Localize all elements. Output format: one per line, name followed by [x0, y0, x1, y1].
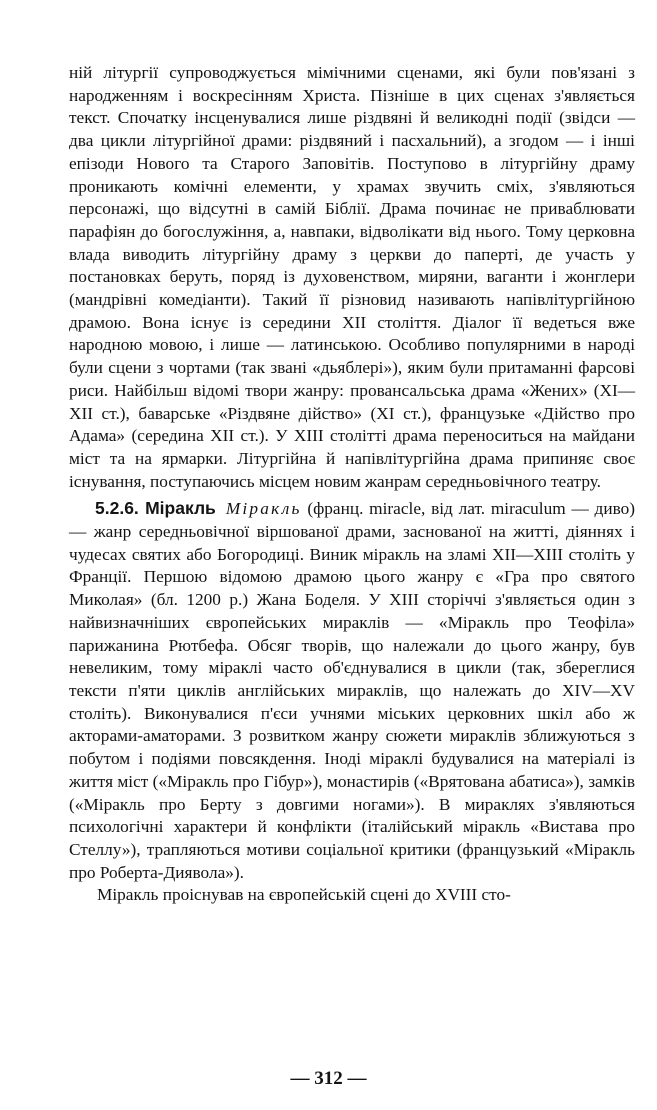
paragraph-liturgical-drama: ній літургії супроводжується мімічними сценами, які були пов'язані з народженням і воскресінням Христа. Пізніше в цих сценах з'являється текст. Спочатку інсценувалися лише різдвяні й великодні події (звідси — два цикли літургійної драми: різдвяний і пасхальний), а згодом — і інші епізоди Нового та Старого Заповітів. Поступово в літургійну драму проникають комічні елементи, у храмах звучить сміх, з'являються персонажі, що відсутні в самій Біблії. Драма починає не приваблювати парафіян до богослужіння, а, навпаки, відволікати від нього. Тому церковна влада виводить літургійну драму з церкви до паперті, де участь у постановках беруть, поряд із духовенством, миряни, ваганти і жонглери (мандрівні комедіанти). Такий її різновид називають напівлітургійною драмою. Вона існує із середини XII століття. Діалог її ведеться вже народною мовою, і лише — латинською. Особливо популярними в народі були сцени з чортами (так звані «дьяблері»), яким були притаманні фарсові риси. Найбільш відомі твори жанру: провансальська драма «Жених» (XI—XII ст.), баварське «Різдвяне дійство» (XI ст.), французьке «Дійство про Адама» (середина XII ст.). У XIII столітті драма переноситься на майдани міст та на ярмарки. Літургійна й напівлітургійна драма припиняє своє існування, поступаючись місцем новим жанрам середньовічного театру. — [69, 63, 635, 491]
section-text: (франц. miracle, від лат. miraculum — диво) — жанр середньовічної віршованої драми, заснованої на житті, діяннях і чудесах святих або Богородиці. Виник міракль на зламі XII—XIII століть у Франції. Першою відомою драмою цього жанру є «Гра про святого Миколая» (бл. 1200 р.) Жана Боделя. У XIII сторіччі з'являється один з найвизначніших європейських мираклів — «Міракль про Теофіла» парижанина Рютбефа. Обсяг творів, що належали до цього жанру, був невеликим, тому міраклі часто об'єднувалися в цикли (так, збереглися тексти п'яти циклів англійських мираклів, що належать до XIV—XV століть). Виконувалися п'єси учнями міських церковних шкіл або ж акторами-аматорами. З розвитком жанру сюжети мираклів зближуються з побутом і подіями повсякдення. Іноді міраклі будувалися на матеріалі із життя міст («Міракль про Гібур»), монастирів («Врятована абатиса»), замків («Міракль про Берту з довгими ногами»). В мираклях з'являються психологічні характери й конфлікти (італійський міракль «Вистава про Стеллу»), трапляються мотиви соціальної критики (французький «Міракль про Роберта-Диявола»). — [69, 499, 636, 882]
page-body — [69, 62, 635, 907]
page-number: — 312 — — [290, 1068, 367, 1089]
section-miracle-play — [69, 497, 635, 884]
section-heading: 5.2.6. Міракль — [95, 498, 216, 519]
section-term: Міракль — [225, 499, 302, 519]
paragraph-continuation: Міракль проіснував на європейській сцені до XVIII сто- — [97, 885, 511, 905]
